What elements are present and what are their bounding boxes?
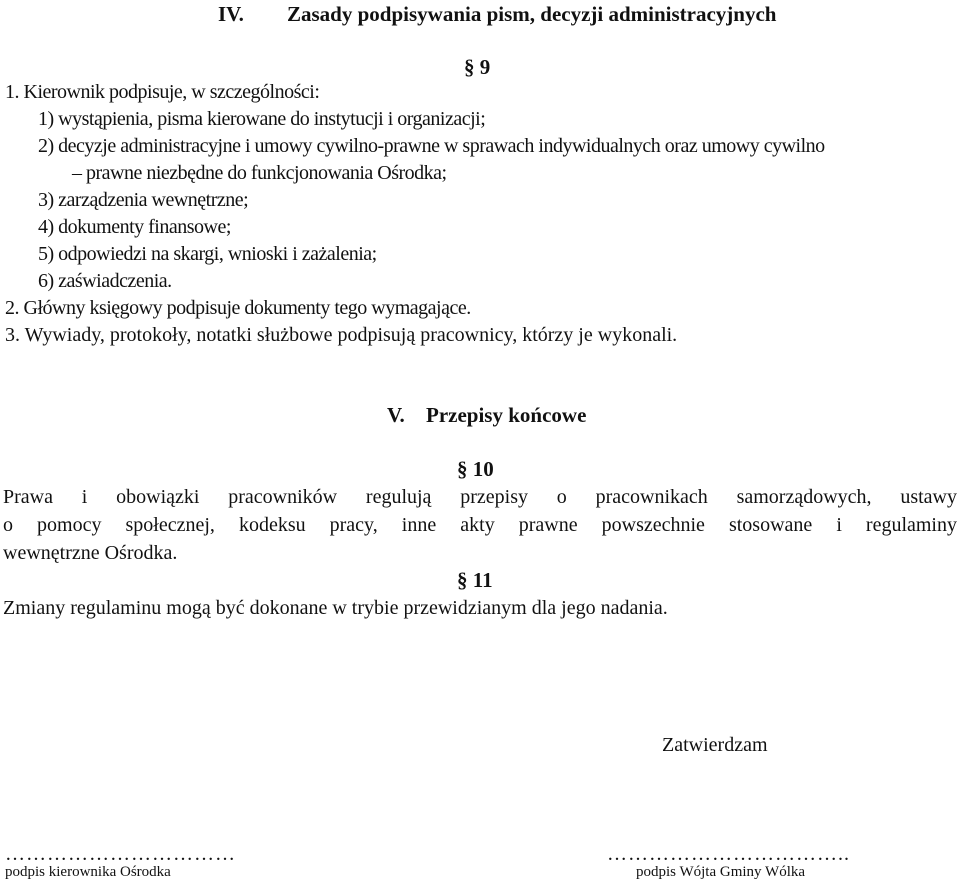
word: regulują [365, 486, 432, 508]
word: przepisy [460, 486, 528, 508]
section-v-number: V. [387, 403, 405, 427]
list-item: 1) wystąpienia, pisma kierowane do instytucji i organizacji; [38, 108, 486, 130]
word: o [556, 486, 567, 508]
word: pracownikach [595, 486, 708, 508]
word: kodeksu [238, 514, 306, 536]
paragraph-9-intro: 1. Kierownik podpisuje, w szczególności: [5, 81, 320, 103]
word: ustawy [900, 486, 957, 508]
word: inne [401, 514, 437, 536]
section-iv-number: IV. [218, 2, 244, 26]
word: pracowników [228, 486, 338, 508]
paragraph-11-text: Zmiany regulaminu mogą być dokonane w trybie przewidzianym dla jego nadania. [3, 597, 668, 619]
word: powszechnie [601, 514, 705, 536]
word: i [836, 514, 842, 536]
list-item: 3) zarządzenia wewnętrzne; [38, 189, 249, 211]
paragraph-9-mark: § 9 [464, 55, 491, 79]
section-v-title: Przepisy końcowe [426, 403, 587, 427]
paragraph-10-line-2 [3, 512, 957, 539]
word: pracy, [329, 514, 378, 536]
paragraph-10-line-1 [3, 484, 957, 511]
word: samorządowych, [736, 486, 872, 508]
paragraph-11-mark: § 11 [457, 568, 493, 592]
list-item: 2) decyzje administracyjne i umowy cywilno-prawne w sprawach indywidualnych oraz umowy cywilno [38, 135, 825, 157]
section-iv-title: Zasady podpisywania pism, decyzji administracyjnych [287, 2, 777, 26]
paragraph-9-point-2: 2. Główny księgowy podpisuje dokumenty tego wymagające. [5, 297, 471, 319]
list-item: 5) odpowiedzi na skargi, wnioski i zażalenia; [38, 243, 377, 265]
paragraph-9-point-3: 3. Wywiady, protokoły, notatki służbowe podpisują pracownicy, którzy je wykonali. [5, 324, 678, 346]
approval-label: Zatwierdzam [662, 734, 768, 756]
paragraph-10-mark: § 10 [457, 457, 494, 481]
list-item: 4) dokumenty finansowe; [38, 216, 231, 238]
word: i [81, 486, 88, 508]
paragraph-10-line-3: wewnętrzne Ośrodka. [3, 542, 178, 564]
signature-caption-left: podpis kierownika Ośrodka [5, 864, 171, 880]
list-item: 6) zaświadczenia. [38, 270, 172, 292]
signature-caption-right: podpis Wójta Gminy Wólka [636, 864, 806, 880]
word: pomocy [37, 514, 102, 536]
list-item-continuation: – prawne niezbędne do funkcjonowania Ośrodka; [72, 162, 447, 184]
word: o [3, 514, 13, 536]
signature-line-right: …………………………….. [607, 843, 850, 865]
word: akty [460, 514, 495, 536]
word: regulaminy [865, 514, 957, 536]
signature-line-left: …………………………… [5, 843, 236, 865]
word: obowiązki [116, 486, 200, 508]
word: społecznej, [125, 514, 215, 536]
word: stosowane [728, 514, 813, 536]
word: Prawa [3, 486, 53, 508]
word: prawne [518, 514, 578, 536]
